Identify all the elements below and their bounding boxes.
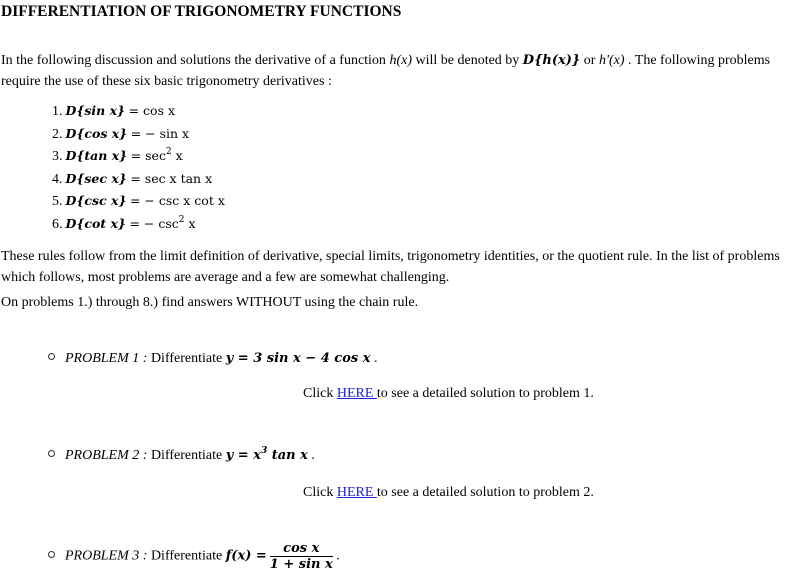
intro-text-4: . The following problems require the use of these six basic trigonometry derivatives :	[1, 53, 771, 89]
derivative-item	[52, 213, 225, 236]
fraction-denominator: 1 + sin x	[269, 557, 333, 572]
rhs-exponent: 2	[178, 214, 185, 225]
rhs-tail: x	[184, 215, 196, 231]
derivative-list	[52, 100, 225, 236]
item-number: 3.	[52, 149, 63, 165]
derivative-lhs: D{sec x}	[65, 170, 127, 186]
problem-verb: Differentiate	[150, 351, 226, 366]
problem-verb: Differentiate	[150, 448, 226, 463]
problem-label: PROBLEM 3	[65, 548, 140, 564]
intro-hprime: h'(x)	[598, 53, 625, 68]
solution-post: to see a detailed solution to problem 1.	[376, 386, 594, 401]
item-number: 1.	[52, 104, 63, 119]
intro-hx: h(x)	[389, 53, 412, 68]
intro-notation: D{h(x)}	[522, 53, 581, 68]
problem-separator: :	[139, 548, 151, 564]
expr-exponent: 3	[260, 446, 268, 456]
problem-expression: y = 3 sin x − 4 cos x	[225, 351, 371, 366]
problem-expression	[226, 448, 308, 463]
problem-end: .	[370, 351, 378, 366]
derivative-rhs: = − sin x	[130, 125, 190, 141]
solution-link-1[interactable]: HERE	[336, 386, 377, 401]
derivative-lhs: D{tan x}	[65, 148, 128, 164]
problem-2	[48, 448, 315, 464]
problem-verb: Differentiate	[150, 548, 226, 564]
expr-tail: tan x	[267, 448, 308, 463]
solution-post: to see a detailed solution to problem 2.	[376, 485, 594, 500]
bullet-icon	[48, 353, 55, 360]
item-number: 5.	[52, 194, 63, 210]
intro-text-2: will be denoted by	[411, 53, 523, 68]
intro-text-1: In the following discussion and solutions the derivative of a function	[1, 53, 390, 68]
derivative-rhs	[131, 148, 183, 163]
problem-separator: :	[139, 351, 151, 366]
rhs-base: = − csc	[129, 215, 179, 231]
solution-pre: Click	[303, 386, 337, 401]
rules-paragraph: These rules follow from the limit definition of derivative, special limits, trigonometry identities, or the quotient rule. In the list of problems which follows, most problems are average and a few are somewhat challenging.	[1, 249, 780, 285]
expr-base: y = x	[225, 448, 261, 463]
derivative-rhs: = − csc x cot x	[129, 193, 225, 209]
solution-2	[303, 485, 594, 501]
problem-end: .	[307, 448, 315, 463]
rhs-exponent: 2	[165, 147, 172, 158]
problem-label: PROBLEM 1	[65, 351, 140, 366]
derivative-rhs: = cos x	[128, 103, 176, 118]
page-title: DIFFERENTIATION OF TRIGONOMETRY FUNCTIONS	[1, 3, 402, 20]
derivative-lhs: D{cos x}	[65, 125, 128, 141]
derivative-lhs: D{csc x}	[65, 193, 127, 209]
bullet-icon	[48, 551, 55, 558]
derivative-lhs: D{cot x}	[65, 215, 126, 231]
problem-1	[48, 351, 377, 367]
derivative-lhs: D{sin x}	[65, 103, 126, 118]
item-number: 6.	[52, 216, 63, 232]
solution-link-2[interactable]: HERE	[336, 485, 377, 500]
fraction-numerator: cos x	[270, 541, 333, 557]
fraction	[270, 541, 333, 572]
problem-expression-lhs: f(x) =	[225, 548, 267, 564]
solution-pre: Click	[303, 485, 337, 500]
problem-separator: :	[139, 448, 151, 463]
derivative-item	[52, 100, 225, 123]
item-number: 2.	[52, 126, 63, 142]
intro-text-3: or	[580, 53, 599, 68]
chain-rule-note: On problems 1.) through 8.) find answers WITHOUT using the chain rule.	[1, 295, 419, 310]
problem-label: PROBLEM 2	[65, 448, 140, 463]
derivative-item	[52, 145, 225, 168]
problem-3	[48, 541, 340, 572]
derivative-rhs	[129, 216, 195, 231]
derivative-item	[52, 168, 225, 191]
derivative-item	[52, 190, 225, 213]
problem-end: .	[332, 548, 340, 564]
solution-1	[303, 386, 594, 402]
rhs-base: = sec	[130, 148, 166, 164]
derivative-rhs: = sec x tan x	[130, 170, 213, 186]
rhs-tail: x	[171, 148, 183, 164]
item-number: 4.	[52, 171, 63, 187]
intro-paragraph	[1, 50, 800, 92]
derivative-item	[52, 123, 225, 146]
bullet-icon	[48, 450, 55, 457]
